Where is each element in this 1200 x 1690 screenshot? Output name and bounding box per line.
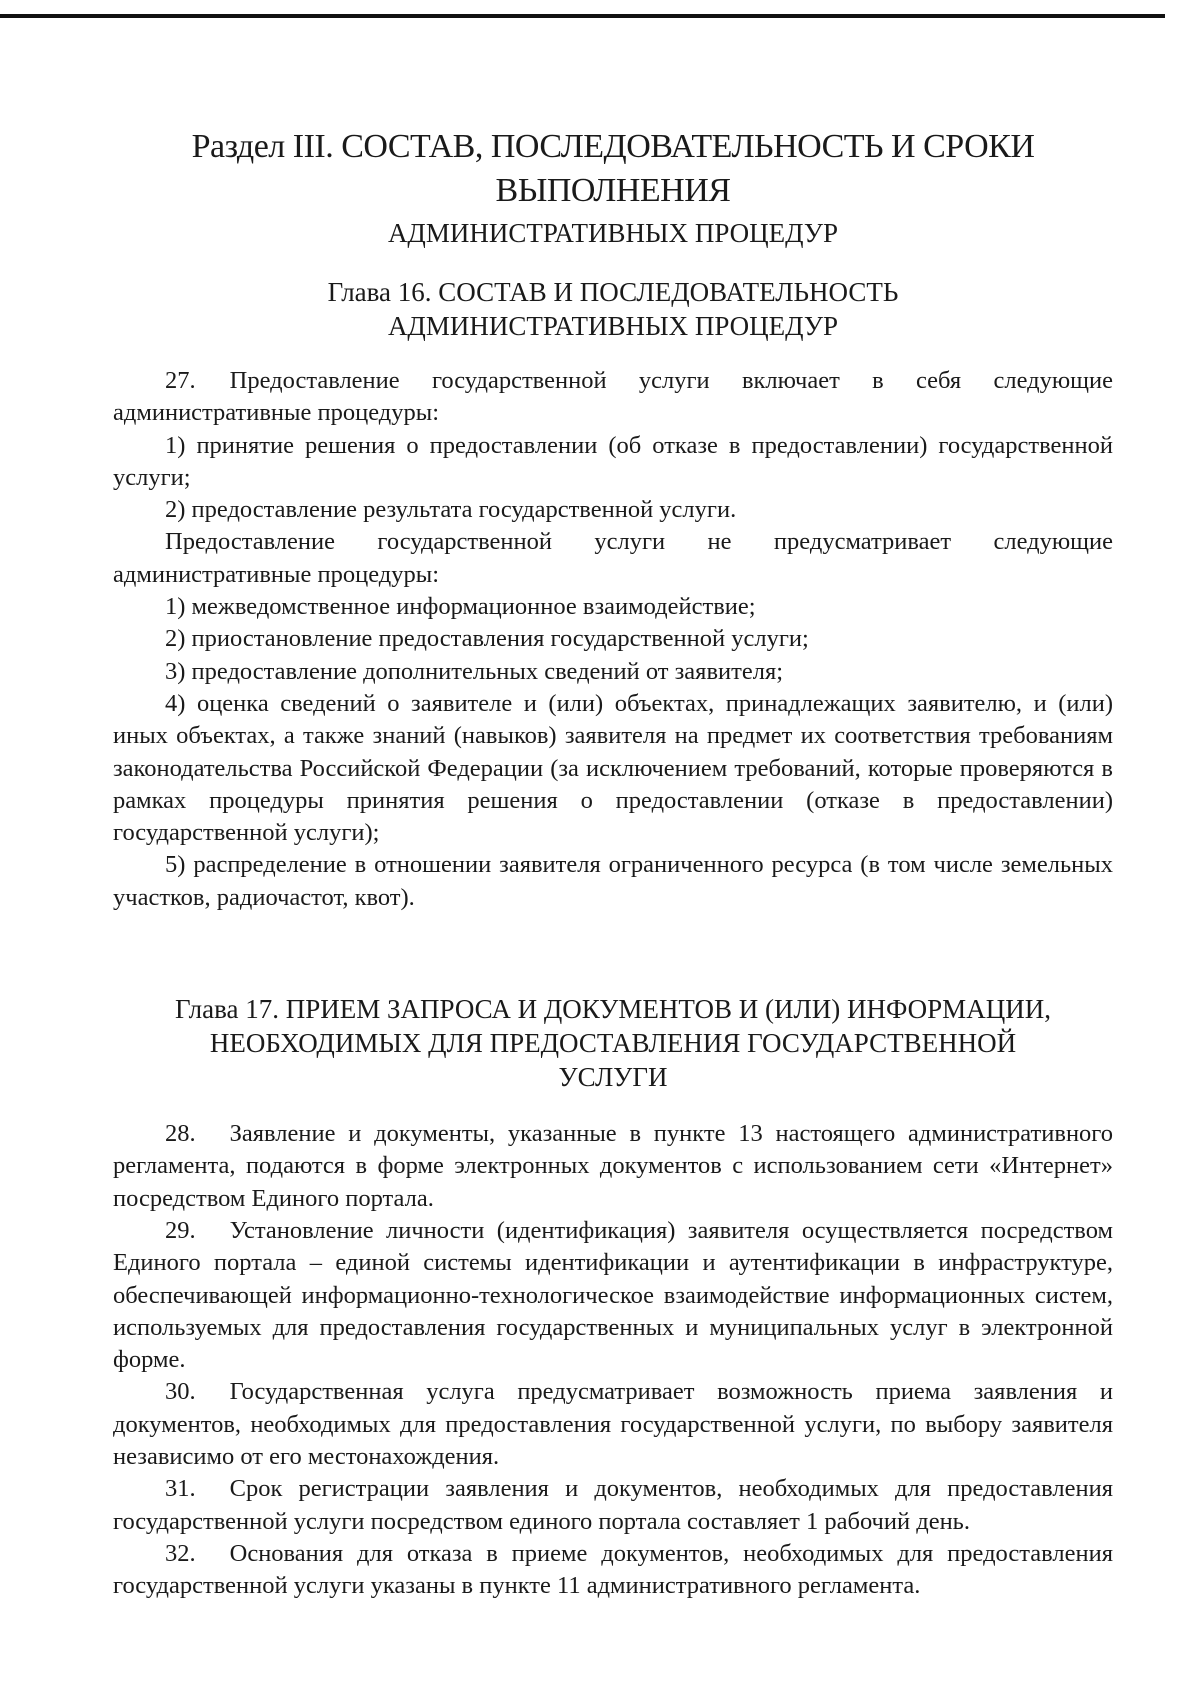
included-procedure-1: 1) принятие решения о предоставлении (об отказе в предоставлении) государственной услуги; xyxy=(113,431,1113,491)
paragraph-27 xyxy=(113,365,1113,430)
excluded-procedure-3: 3) предоставление дополнительных сведений от заявителя; xyxy=(165,657,784,685)
page-top-rule xyxy=(0,14,1165,18)
paragraph-text: Предоставление государственной услуги включает в себя следующие административные процедуры: xyxy=(113,367,1113,427)
chapter-16-body xyxy=(113,365,1113,914)
excluded-procedures-intro: Предоставление государственной услуги не предусматривает следующие административные процедуры: xyxy=(113,528,1113,588)
excluded-procedure-2: 2) приостановление предоставления государственной услуги; xyxy=(165,625,809,653)
paragraph-text: Срок регистрации заявления и документов, необходимых для предоставления государственной услуги посредством единого портала составляет 1 рабочий день. xyxy=(113,1475,1113,1535)
chapter-17-title-line1: Глава 17. ПРИЕМ ЗАПРОСА И ДОКУМЕНТОВ И (ИЛИ) ИНФОРМАЦИИ, xyxy=(175,994,1051,1025)
paragraph-32 xyxy=(113,1538,1113,1603)
paragraph-29 xyxy=(113,1215,1113,1376)
paragraph-text: Основания для отказа в приеме документов, необходимых для предоставления государственной услуги указаны в пункте 11 административного регламента. xyxy=(113,1539,1113,1600)
paragraph-number: 28. xyxy=(165,1120,196,1148)
paragraph-text: Установление личности (идентификация) заявителя осуществляется посредством Единого портала – единой системы идентификации и аутентификации в инфраструктуре, обеспечивающей информационно-технологическое взаимодействие информационных систем, используемых для предоставления государственных и муниципальных услуг в электронной форме. xyxy=(113,1216,1113,1374)
chapter-16-title-line2: АДМИНИСТРАТИВНЫХ ПРОЦЕДУР xyxy=(387,311,839,341)
paragraph-number: 30. xyxy=(165,1378,196,1406)
paragraph-text: Государственная услуга предусматривает возможность приема заявления и документов, необходимых для предоставления государственной услуги, по выбору заявителя независимо от его местонахождения. xyxy=(113,1378,1113,1471)
excluded-procedure-4: 4) оценка сведений о заявителе и (или) объектах, принадлежащих заявителю, и (или) иных объектах, а также знаний (навыков) заявителя на предмет их соответствия требованиям законодательства Российской Федерации (за исключением требований, которые проверяются в рамках процедуры принятия решения о предоставлении (отказе в предоставлении) государственной услуги); xyxy=(113,689,1113,847)
chapter-17-title-line2: НЕОБХОДИМЫХ ДЛЯ ПРЕДОСТАВЛЕНИЯ ГОСУДАРСТВЕННОЙ xyxy=(209,1028,1017,1059)
paragraph-number: 29. xyxy=(165,1216,196,1244)
excluded-procedure-1: 1) межведомственное информационное взаимодействие; xyxy=(165,593,756,621)
paragraph-text: Заявление и документы, указанные в пункте 13 настоящего административного регламента, подаются в форме электронных документов с использованием сети «Интернет» посредством Единого портала. xyxy=(113,1120,1113,1212)
paragraph-31 xyxy=(113,1473,1113,1538)
paragraph-30 xyxy=(113,1376,1113,1473)
paragraph-number: 27. xyxy=(165,367,196,394)
chapter-16-title-line1: Глава 16. СОСТАВ И ПОСЛЕДОВАТЕЛЬНОСТЬ xyxy=(327,277,899,307)
paragraph-number: 31. xyxy=(165,1475,196,1503)
included-procedure-2: 2) предоставление результата государственной услуги. xyxy=(165,496,737,524)
section-title xyxy=(113,125,1113,253)
section-title-line1: Раздел III. СОСТАВ, ПОСЛЕДОВАТЕЛЬНОСТЬ И СРОКИ ВЫПОЛНЕНИЯ xyxy=(191,128,1035,209)
excluded-procedure-5: 5) распределение в отношении заявителя ограниченного ресурса (в том числе земельных участков, радиочастот, квот). xyxy=(113,851,1113,911)
chapter-16-title xyxy=(113,275,1113,343)
section-title-line2: АДМИНИСТРАТИВНЫХ ПРОЦЕДУР xyxy=(387,218,839,248)
paragraph-28 xyxy=(113,1118,1113,1215)
paragraph-number: 32. xyxy=(165,1539,196,1567)
chapter-17-title-line3: УСЛУГИ xyxy=(558,1062,668,1093)
document-page xyxy=(113,125,1113,1603)
chapter-17-body xyxy=(113,1118,1113,1602)
chapter-17-title xyxy=(113,992,1113,1094)
